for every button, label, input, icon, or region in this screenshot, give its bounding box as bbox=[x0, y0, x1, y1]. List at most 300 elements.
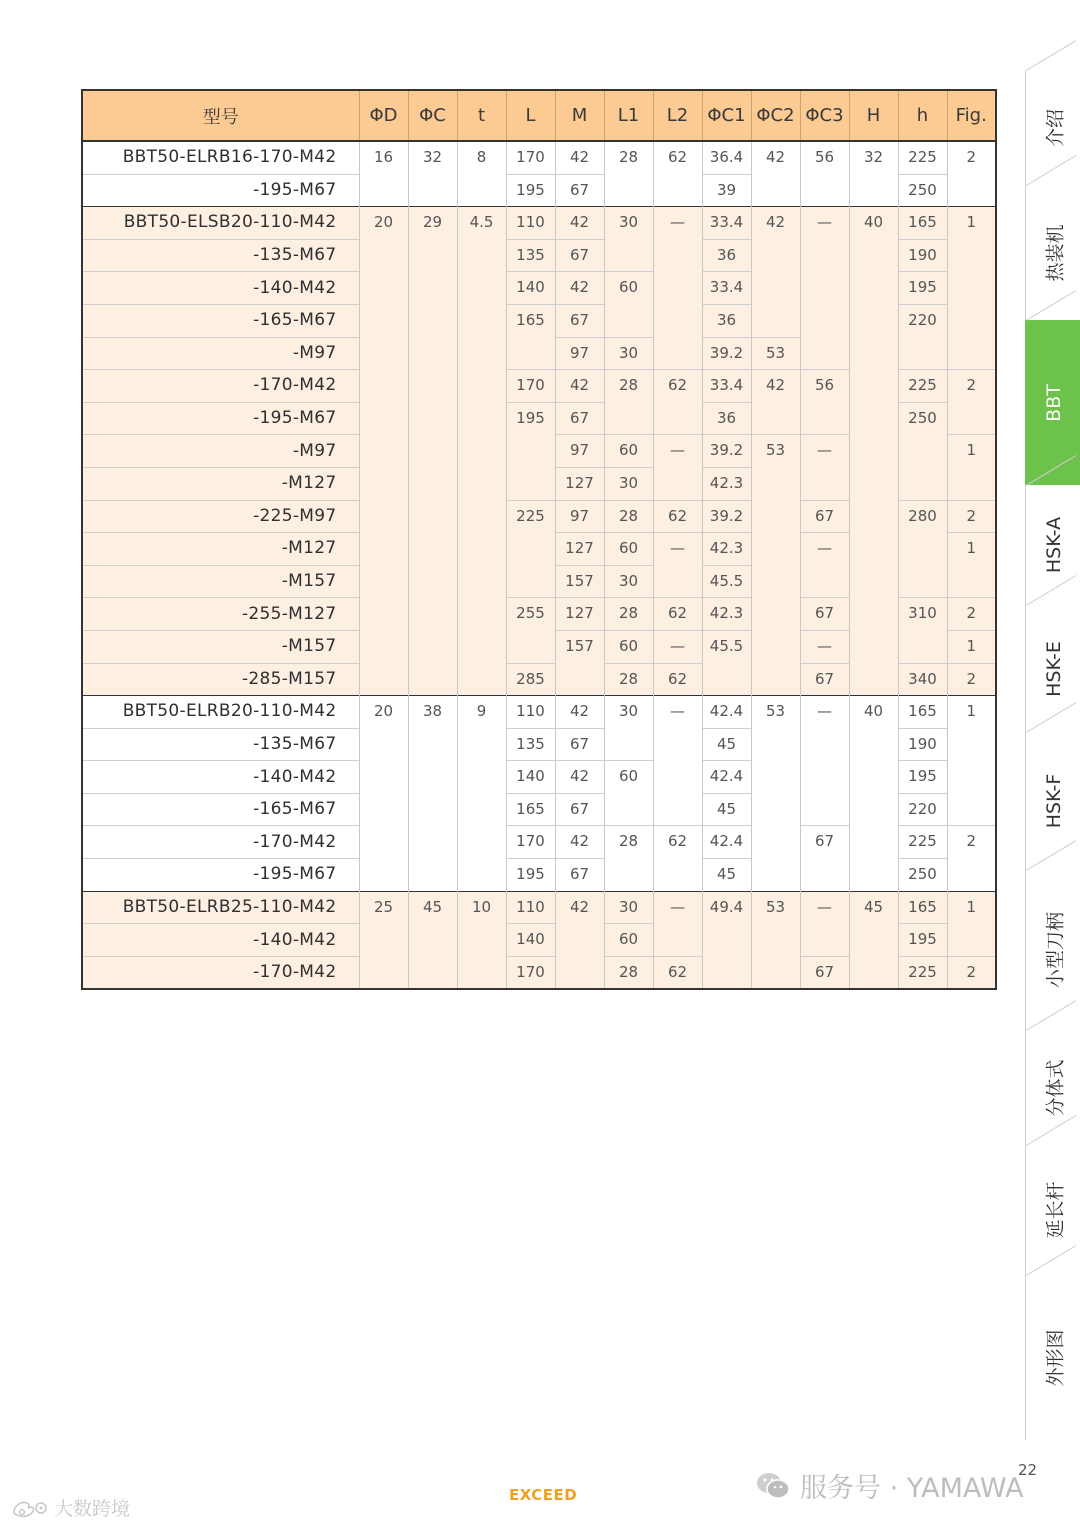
value-cell: 20 bbox=[359, 207, 408, 240]
value-cell: 110 bbox=[506, 696, 555, 729]
side-tab[interactable] bbox=[1025, 732, 1080, 870]
model-cell: -M157 bbox=[82, 630, 359, 663]
value-cell: — bbox=[653, 533, 702, 566]
value-cell bbox=[457, 533, 506, 566]
value-cell: 42.3 bbox=[702, 533, 751, 566]
value-cell: — bbox=[800, 891, 849, 924]
value-cell: 225 bbox=[898, 370, 947, 403]
value-cell bbox=[947, 239, 996, 272]
brand-logo: EXCEED bbox=[509, 1486, 578, 1504]
value-cell: 140 bbox=[506, 924, 555, 957]
value-cell: 33.4 bbox=[702, 207, 751, 240]
value-cell bbox=[849, 924, 898, 957]
value-cell: 97 bbox=[555, 500, 604, 533]
spec-table bbox=[81, 89, 997, 990]
table-row bbox=[82, 891, 996, 924]
value-cell: 310 bbox=[898, 598, 947, 631]
value-cell bbox=[849, 304, 898, 337]
model-cell: BBT50-ELRB20-110-M42 bbox=[82, 696, 359, 729]
value-cell bbox=[898, 337, 947, 370]
table-row bbox=[82, 141, 996, 174]
model-cell: -M127 bbox=[82, 467, 359, 500]
value-cell bbox=[555, 924, 604, 957]
model-cell: -140-M42 bbox=[82, 272, 359, 305]
value-cell: 1 bbox=[947, 696, 996, 729]
value-cell bbox=[408, 304, 457, 337]
value-cell: 67 bbox=[800, 826, 849, 859]
value-cell bbox=[849, 859, 898, 892]
model-cell: BBT50-ELRB16-170-M42 bbox=[82, 141, 359, 174]
value-cell: 2 bbox=[947, 141, 996, 174]
value-cell bbox=[751, 956, 800, 989]
value-cell: — bbox=[800, 435, 849, 468]
value-cell: 165 bbox=[898, 696, 947, 729]
value-cell: 2 bbox=[947, 826, 996, 859]
value-cell: 225 bbox=[898, 141, 947, 174]
column-header: L1 bbox=[604, 90, 653, 141]
value-cell: 1 bbox=[947, 435, 996, 468]
value-cell bbox=[653, 467, 702, 500]
value-cell bbox=[849, 370, 898, 403]
value-cell: 2 bbox=[947, 370, 996, 403]
value-cell: 36 bbox=[702, 304, 751, 337]
value-cell bbox=[604, 174, 653, 207]
value-cell: 45 bbox=[849, 891, 898, 924]
value-cell: 30 bbox=[604, 891, 653, 924]
value-cell: 195 bbox=[506, 402, 555, 435]
value-cell bbox=[653, 565, 702, 598]
value-cell bbox=[849, 239, 898, 272]
value-cell: 9 bbox=[457, 696, 506, 729]
value-cell bbox=[751, 826, 800, 859]
value-cell: 45 bbox=[702, 859, 751, 892]
value-cell bbox=[506, 337, 555, 370]
value-cell: 45.5 bbox=[702, 565, 751, 598]
value-cell: — bbox=[800, 696, 849, 729]
value-cell bbox=[408, 761, 457, 794]
page-number: 22 bbox=[1018, 1461, 1038, 1479]
value-cell bbox=[408, 467, 457, 500]
value-cell: 42 bbox=[555, 826, 604, 859]
value-cell bbox=[506, 467, 555, 500]
table-row bbox=[82, 696, 996, 729]
value-cell: 67 bbox=[800, 663, 849, 696]
side-tab-label: HSK-E bbox=[1042, 640, 1065, 697]
side-tab[interactable] bbox=[1025, 870, 1080, 1030]
model-cell: -M97 bbox=[82, 435, 359, 468]
value-cell: — bbox=[800, 207, 849, 240]
value-cell bbox=[604, 304, 653, 337]
column-header: ΦC1 bbox=[702, 90, 751, 141]
value-cell bbox=[947, 728, 996, 761]
value-cell: 39.2 bbox=[702, 337, 751, 370]
column-header: M bbox=[555, 90, 604, 141]
value-cell: 250 bbox=[898, 402, 947, 435]
table-group bbox=[82, 696, 996, 892]
value-cell: 67 bbox=[800, 956, 849, 989]
value-cell: 32 bbox=[849, 141, 898, 174]
value-cell bbox=[800, 761, 849, 794]
value-cell bbox=[849, 533, 898, 566]
value-cell: 42 bbox=[751, 207, 800, 240]
value-cell bbox=[408, 630, 457, 663]
value-cell bbox=[604, 728, 653, 761]
value-cell bbox=[457, 500, 506, 533]
value-cell bbox=[457, 924, 506, 957]
value-cell bbox=[604, 859, 653, 892]
value-cell: 30 bbox=[604, 337, 653, 370]
model-cell: -135-M67 bbox=[82, 728, 359, 761]
value-cell bbox=[604, 239, 653, 272]
value-cell bbox=[751, 402, 800, 435]
value-cell bbox=[849, 663, 898, 696]
value-cell: — bbox=[653, 630, 702, 663]
value-cell: 28 bbox=[604, 956, 653, 989]
value-cell bbox=[849, 565, 898, 598]
value-cell: 28 bbox=[604, 826, 653, 859]
side-tab[interactable] bbox=[1025, 1275, 1080, 1440]
value-cell bbox=[457, 761, 506, 794]
watermark-left-text: 大数跨境 bbox=[54, 1498, 131, 1520]
value-cell bbox=[457, 467, 506, 500]
value-cell bbox=[800, 467, 849, 500]
value-cell: 127 bbox=[555, 467, 604, 500]
value-cell: 62 bbox=[653, 370, 702, 403]
model-cell: -170-M42 bbox=[82, 370, 359, 403]
value-cell: 165 bbox=[506, 793, 555, 826]
value-cell bbox=[408, 402, 457, 435]
value-cell bbox=[359, 728, 408, 761]
value-cell: 67 bbox=[800, 500, 849, 533]
value-cell: 49.4 bbox=[702, 891, 751, 924]
value-cell: 20 bbox=[359, 696, 408, 729]
value-cell bbox=[359, 533, 408, 566]
value-cell bbox=[947, 402, 996, 435]
value-cell: 42 bbox=[751, 370, 800, 403]
value-cell bbox=[408, 239, 457, 272]
table-row bbox=[82, 207, 996, 240]
value-cell: 190 bbox=[898, 728, 947, 761]
value-cell bbox=[408, 565, 457, 598]
side-tab[interactable] bbox=[1025, 1145, 1080, 1275]
value-cell bbox=[359, 761, 408, 794]
value-cell bbox=[653, 793, 702, 826]
value-cell bbox=[408, 272, 457, 305]
model-cell: -M127 bbox=[82, 533, 359, 566]
value-cell bbox=[751, 859, 800, 892]
value-cell: 220 bbox=[898, 793, 947, 826]
value-cell: 195 bbox=[898, 761, 947, 794]
value-cell: 195 bbox=[506, 174, 555, 207]
value-cell: 53 bbox=[751, 891, 800, 924]
value-cell: 33.4 bbox=[702, 370, 751, 403]
value-cell bbox=[408, 793, 457, 826]
value-cell: 285 bbox=[506, 663, 555, 696]
side-tab-label: HSK-F bbox=[1042, 773, 1065, 829]
value-cell bbox=[800, 337, 849, 370]
value-cell bbox=[408, 337, 457, 370]
value-cell: 33.4 bbox=[702, 272, 751, 305]
value-cell: 45 bbox=[408, 891, 457, 924]
value-cell: 1 bbox=[947, 891, 996, 924]
value-cell bbox=[849, 174, 898, 207]
value-cell bbox=[359, 826, 408, 859]
value-cell bbox=[359, 370, 408, 403]
value-cell bbox=[408, 728, 457, 761]
model-cell: BBT50-ELRB25-110-M42 bbox=[82, 891, 359, 924]
value-cell: 1 bbox=[947, 533, 996, 566]
value-cell: 97 bbox=[555, 337, 604, 370]
value-cell bbox=[653, 924, 702, 957]
column-header: H bbox=[849, 90, 898, 141]
side-tab[interactable] bbox=[1025, 605, 1080, 732]
value-cell bbox=[457, 728, 506, 761]
value-cell bbox=[751, 728, 800, 761]
value-cell bbox=[849, 761, 898, 794]
tab-divider bbox=[1026, 40, 1076, 71]
value-cell: 30 bbox=[604, 467, 653, 500]
value-cell bbox=[653, 859, 702, 892]
column-header: 型号 bbox=[82, 90, 359, 141]
value-cell: 60 bbox=[604, 761, 653, 794]
watermark-right-text: 服务号 · YAMAWA bbox=[800, 1473, 1024, 1504]
value-cell: 39 bbox=[702, 174, 751, 207]
value-cell bbox=[849, 728, 898, 761]
value-cell bbox=[800, 565, 849, 598]
table-row bbox=[82, 533, 996, 566]
model-cell: -170-M42 bbox=[82, 956, 359, 989]
value-cell: 170 bbox=[506, 141, 555, 174]
value-cell bbox=[408, 924, 457, 957]
value-cell: 250 bbox=[898, 174, 947, 207]
value-cell bbox=[359, 565, 408, 598]
value-cell bbox=[555, 663, 604, 696]
table-row bbox=[82, 956, 996, 989]
model-cell: -170-M42 bbox=[82, 826, 359, 859]
value-cell bbox=[457, 435, 506, 468]
value-cell: 30 bbox=[604, 696, 653, 729]
model-cell: -140-M42 bbox=[82, 761, 359, 794]
table-row bbox=[82, 467, 996, 500]
value-cell bbox=[800, 859, 849, 892]
table-row bbox=[82, 793, 996, 826]
side-tab-label: 介绍 bbox=[1044, 108, 1066, 147]
value-cell bbox=[800, 402, 849, 435]
side-tab[interactable] bbox=[1025, 320, 1080, 485]
value-cell bbox=[947, 304, 996, 337]
value-cell: 42.3 bbox=[702, 467, 751, 500]
value-cell: 28 bbox=[604, 500, 653, 533]
value-cell: 255 bbox=[506, 598, 555, 631]
table-group bbox=[82, 207, 996, 696]
value-cell bbox=[751, 304, 800, 337]
table-row bbox=[82, 174, 996, 207]
value-cell bbox=[751, 663, 800, 696]
value-cell bbox=[408, 956, 457, 989]
value-cell bbox=[457, 663, 506, 696]
value-cell bbox=[849, 630, 898, 663]
value-cell bbox=[702, 956, 751, 989]
value-cell bbox=[457, 956, 506, 989]
value-cell bbox=[408, 533, 457, 566]
table-row bbox=[82, 272, 996, 305]
value-cell bbox=[457, 598, 506, 631]
value-cell: 29 bbox=[408, 207, 457, 240]
value-cell bbox=[359, 663, 408, 696]
value-cell: 25 bbox=[359, 891, 408, 924]
table-group bbox=[82, 891, 996, 989]
value-cell bbox=[408, 500, 457, 533]
value-cell: 67 bbox=[555, 402, 604, 435]
value-cell bbox=[408, 598, 457, 631]
table-row bbox=[82, 239, 996, 272]
value-cell bbox=[359, 272, 408, 305]
table-row bbox=[82, 924, 996, 957]
value-cell: 135 bbox=[506, 239, 555, 272]
value-cell: 40 bbox=[849, 696, 898, 729]
value-cell bbox=[751, 924, 800, 957]
side-tab-label: 热装机 bbox=[1044, 223, 1066, 282]
table-row bbox=[82, 598, 996, 631]
table-row bbox=[82, 304, 996, 337]
value-cell bbox=[653, 402, 702, 435]
value-cell: 40 bbox=[849, 207, 898, 240]
value-cell bbox=[457, 272, 506, 305]
value-cell: 110 bbox=[506, 891, 555, 924]
value-cell bbox=[800, 728, 849, 761]
value-cell bbox=[849, 337, 898, 370]
value-cell bbox=[359, 859, 408, 892]
side-tab-label: 分体式 bbox=[1044, 1058, 1066, 1117]
value-cell: — bbox=[800, 630, 849, 663]
value-cell bbox=[947, 174, 996, 207]
value-cell: — bbox=[800, 533, 849, 566]
value-cell: 165 bbox=[898, 891, 947, 924]
value-cell: 62 bbox=[653, 500, 702, 533]
value-cell bbox=[359, 304, 408, 337]
value-cell bbox=[947, 337, 996, 370]
value-cell: 157 bbox=[555, 565, 604, 598]
value-cell bbox=[751, 598, 800, 631]
value-cell: 2 bbox=[947, 500, 996, 533]
table-row bbox=[82, 402, 996, 435]
value-cell: 60 bbox=[604, 924, 653, 957]
value-cell: 39.2 bbox=[702, 435, 751, 468]
value-cell bbox=[653, 337, 702, 370]
value-cell: 42 bbox=[751, 141, 800, 174]
value-cell bbox=[408, 435, 457, 468]
value-cell bbox=[751, 500, 800, 533]
value-cell: 67 bbox=[555, 793, 604, 826]
value-cell bbox=[751, 272, 800, 305]
value-cell: 340 bbox=[898, 663, 947, 696]
value-cell: 8 bbox=[457, 141, 506, 174]
value-cell: 30 bbox=[604, 565, 653, 598]
value-cell: 195 bbox=[898, 272, 947, 305]
model-cell: -195-M67 bbox=[82, 402, 359, 435]
value-cell bbox=[457, 630, 506, 663]
column-header: t bbox=[457, 90, 506, 141]
value-cell bbox=[359, 402, 408, 435]
side-tab[interactable] bbox=[1025, 485, 1080, 605]
side-tab[interactable] bbox=[1025, 185, 1080, 320]
value-cell: 60 bbox=[604, 533, 653, 566]
weibo-icon bbox=[10, 1497, 50, 1519]
value-cell bbox=[359, 793, 408, 826]
value-cell: 195 bbox=[506, 859, 555, 892]
column-header: L2 bbox=[653, 90, 702, 141]
value-cell: 32 bbox=[408, 141, 457, 174]
value-cell bbox=[359, 598, 408, 631]
value-cell bbox=[604, 793, 653, 826]
value-cell bbox=[947, 565, 996, 598]
value-cell bbox=[359, 500, 408, 533]
value-cell bbox=[898, 630, 947, 663]
value-cell: 140 bbox=[506, 761, 555, 794]
value-cell bbox=[555, 956, 604, 989]
value-cell: 220 bbox=[898, 304, 947, 337]
table-row bbox=[82, 728, 996, 761]
table-row bbox=[82, 435, 996, 468]
value-cell bbox=[359, 924, 408, 957]
value-cell: 39.2 bbox=[702, 500, 751, 533]
value-cell: 53 bbox=[751, 696, 800, 729]
value-cell: 10 bbox=[457, 891, 506, 924]
value-cell bbox=[359, 337, 408, 370]
value-cell: 38 bbox=[408, 696, 457, 729]
value-cell: 28 bbox=[604, 598, 653, 631]
table-row bbox=[82, 663, 996, 696]
table-row bbox=[82, 761, 996, 794]
model-cell: -M157 bbox=[82, 565, 359, 598]
value-cell bbox=[849, 793, 898, 826]
column-header: ΦC bbox=[408, 90, 457, 141]
value-cell bbox=[653, 728, 702, 761]
value-cell bbox=[457, 304, 506, 337]
value-cell: 42 bbox=[555, 207, 604, 240]
model-cell: -225-M97 bbox=[82, 500, 359, 533]
value-cell: 110 bbox=[506, 207, 555, 240]
value-cell bbox=[408, 859, 457, 892]
value-cell: 28 bbox=[604, 141, 653, 174]
value-cell: 225 bbox=[898, 826, 947, 859]
model-cell: -165-M67 bbox=[82, 793, 359, 826]
value-cell bbox=[898, 533, 947, 566]
value-cell bbox=[359, 435, 408, 468]
value-cell: 28 bbox=[604, 663, 653, 696]
value-cell bbox=[408, 370, 457, 403]
model-cell: -195-M67 bbox=[82, 859, 359, 892]
value-cell: 67 bbox=[555, 859, 604, 892]
value-cell: 170 bbox=[506, 956, 555, 989]
value-cell: 56 bbox=[800, 370, 849, 403]
value-cell bbox=[653, 761, 702, 794]
value-cell: 45 bbox=[702, 728, 751, 761]
value-cell bbox=[653, 272, 702, 305]
value-cell bbox=[849, 500, 898, 533]
value-cell bbox=[751, 565, 800, 598]
model-cell: BBT50-ELSB20-110-M42 bbox=[82, 207, 359, 240]
value-cell bbox=[604, 402, 653, 435]
value-cell: 165 bbox=[898, 207, 947, 240]
value-cell bbox=[653, 304, 702, 337]
value-cell bbox=[506, 565, 555, 598]
value-cell bbox=[359, 239, 408, 272]
value-cell: 53 bbox=[751, 337, 800, 370]
value-cell: 165 bbox=[506, 304, 555, 337]
value-cell: 67 bbox=[555, 304, 604, 337]
value-cell bbox=[751, 174, 800, 207]
